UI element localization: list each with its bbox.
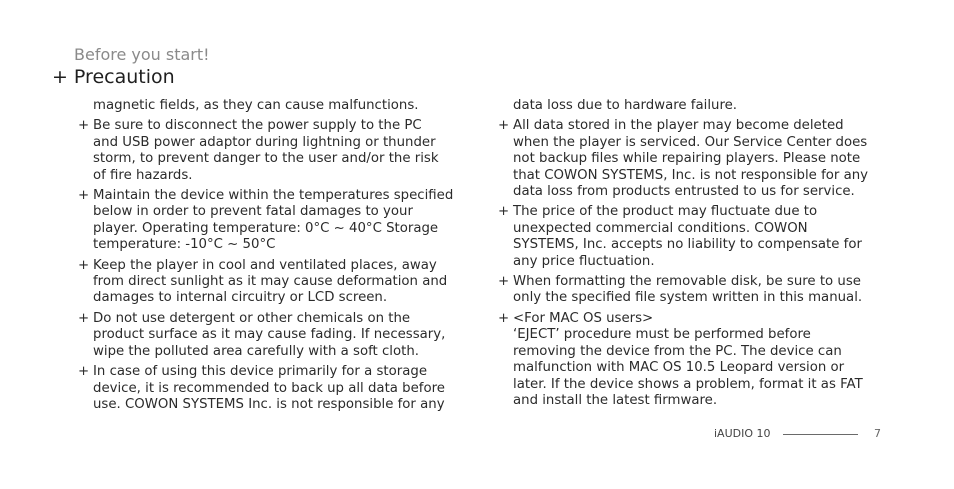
- bullet-marker: +: [78, 310, 90, 326]
- text-line: When formatting the removable disk, be sure to use: [513, 274, 861, 290]
- precaution-item: [78, 118, 464, 184]
- bullet-marker: +: [498, 118, 510, 134]
- text-line: SYSTEMS, Inc. accepts no liability to compensate for: [513, 237, 862, 253]
- text-line: data loss due to hardware failure.: [513, 98, 738, 113]
- precaution-item: [78, 258, 464, 307]
- text-line: use. COWON SYSTEMS Inc. is not responsible for any: [93, 396, 445, 412]
- text-line: from direct sunlight as it may cause deformation and: [93, 274, 448, 290]
- text-line: later. If the device shows a problem, format it as FAT: [513, 376, 863, 392]
- text-line: player. Operating temperature: 0°C ~ 40°C Storage: [93, 220, 439, 236]
- bullet-marker: +: [78, 257, 90, 273]
- precaution-text: [513, 204, 888, 270]
- text-line: Maintain the device within the temperatures specified: [93, 188, 454, 204]
- bullet-marker: +: [498, 310, 510, 326]
- precaution-text: [513, 118, 888, 200]
- left-column: [78, 98, 464, 417]
- text-line: Do not use detergent or other chemicals on the: [93, 310, 411, 326]
- text-line: only the specified file system written in this manual.: [513, 290, 863, 306]
- footer-product-name: iAUDIO 10: [714, 427, 771, 440]
- precaution-text: [93, 258, 464, 307]
- precaution-item: [78, 311, 464, 360]
- bullet-marker: +: [498, 274, 510, 290]
- text-line: below in order to prevent fatal damages to your: [93, 204, 413, 220]
- text-line: Be sure to disconnect the power supply to the PC: [93, 118, 422, 134]
- bullet-marker: +: [78, 364, 90, 380]
- text-line: In case of using this device primarily for a storage: [93, 364, 427, 380]
- precaution-text: [93, 188, 464, 254]
- text-line: damages to internal circuitry or LCD screen.: [93, 290, 388, 306]
- footer-rule: [783, 434, 858, 435]
- text-line: Keep the player in cool and ventilated places, away: [93, 257, 437, 273]
- text-line: wipe the polluted area carefully with a soft cloth.: [93, 343, 419, 359]
- text-line: storm, to prevent danger to the user and/or the risk: [93, 151, 439, 167]
- bullet-marker: +: [78, 188, 90, 204]
- text-line: All data stored in the player may become deleted: [513, 118, 844, 134]
- text-line: ‘EJECT’ procedure must be performed before: [513, 327, 811, 343]
- precaution-text: [93, 311, 464, 360]
- continued-paragraph: [78, 98, 464, 114]
- text-line: of fire hazards.: [93, 167, 193, 183]
- precaution-text: [513, 311, 888, 409]
- precaution-text: [513, 274, 888, 307]
- text-line: device, it is recommended to back up all data before: [93, 380, 445, 396]
- text-line: The price of the product may fluctuate due to: [513, 204, 818, 220]
- precaution-item: [498, 311, 888, 409]
- continued-paragraph: [498, 98, 888, 114]
- bullet-marker: +: [498, 204, 510, 220]
- page-title: [52, 66, 175, 88]
- text-line: product surface as it may cause fading. If necessary,: [93, 327, 446, 343]
- text-line: removing the device from the PC. The device can: [513, 343, 842, 359]
- text-line: when the player is serviced. Our Service Center does: [513, 134, 868, 150]
- text-line: not backup files while repairing players. Please note: [513, 151, 861, 167]
- text-line: malfunction with MAC OS 10.5 Leopard version or: [513, 360, 845, 376]
- precaution-item: [498, 204, 888, 270]
- title-text: Precaution: [73, 66, 175, 88]
- text-line: temperature: -10°C ~ 50°C: [93, 237, 276, 253]
- page-number: 7: [874, 427, 881, 440]
- precaution-item: [78, 188, 464, 254]
- precaution-item: [498, 118, 888, 200]
- text-line: unexpected commercial conditions. COWON: [513, 220, 808, 236]
- right-column: [498, 98, 888, 413]
- text-line: magnetic fields, as they can cause malfunctions.: [93, 98, 419, 113]
- precaution-item: [78, 364, 464, 413]
- text-line: that COWON SYSTEMS, Inc. is not responsible for any: [513, 167, 869, 183]
- title-marker: +: [52, 66, 68, 88]
- bullet-marker: +: [78, 118, 90, 134]
- precaution-text: [93, 364, 464, 413]
- text-line: <For MAC OS users>: [513, 310, 654, 326]
- precaution-item: [498, 274, 888, 307]
- section-label: Before you start!: [74, 45, 210, 64]
- text-line: any price fluctuation.: [513, 253, 655, 269]
- text-line: data loss from products entrusted to us for service.: [513, 184, 855, 200]
- precaution-text: [93, 118, 464, 184]
- text-line: and install the latest firmware.: [513, 392, 718, 408]
- text-line: and USB power adaptor during lightning or thunder: [93, 134, 436, 150]
